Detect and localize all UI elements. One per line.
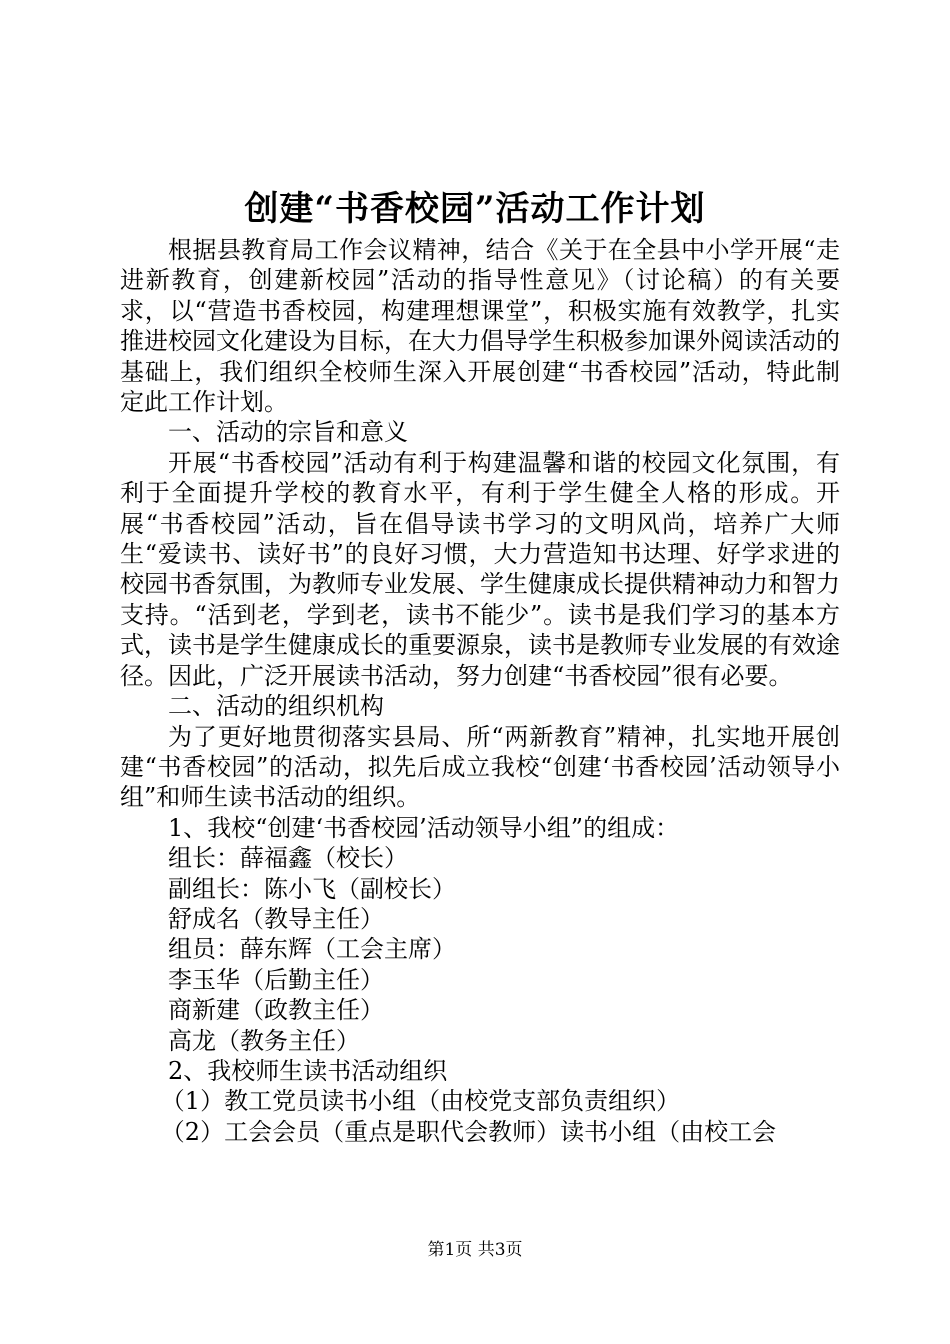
reading-organization-heading: 2、我校师生读书活动组织 <box>168 1056 448 1085</box>
member-line: 李玉华（后勤主任） <box>168 965 384 994</box>
purpose-paragraph: 开展“书香校园”活动有利于构建温馨和谐的校园文化氛围，有利于全面提升学校的教育水平，有利于学生健全人格的形成。开展“书香校园”活动，旨在倡导读书学习的文明风尚，培养广大师生“爱读书、读好书”的良好习惯，大力营造知书达理、好学求进的校园书香氛围，为教师专业发展、学生健康成长提供精神动力和智力支持。“活到老，学到老，读书不能少”。读书是我们学习的基本方式，读书是学生健康成长的重要源泉，读书是教师专业发展的有效途径。因此，广泛开展读书活动，努力创建“书香校园”很有必要。 <box>120 448 840 690</box>
reading-group-line: （2）工会会员（重点是职代会教师）读书小组（由校工会 <box>160 1117 777 1146</box>
member-line: 副组长：陈小飞（副校长） <box>168 874 456 903</box>
member-line: 组员：薛东辉（工会主席） <box>168 935 456 964</box>
leadership-group-heading: 1、我校“创建‘书香校园’活动领导小组”的组成： <box>168 813 680 842</box>
document-body <box>120 235 840 1147</box>
member-line: 高龙（教务主任） <box>168 1026 360 1055</box>
document-title: 创建“书香校园”活动工作计划 <box>244 189 706 229</box>
intro-paragraph: 根据县教育局工作会议精神，结合《关于在全县中小学开展“走进新教育，创建新校园”活动的指导性意见》（讨论稿）的有关要求，以“营造书香校园，构建理想课堂”，积极实施有效教学，扎实推进校园文化建设为目标，在大力倡导学生积极参加课外阅读活动的基础上，我们组织全校师生深入开展创建“书香校园”活动，特此制定此工作计划。 <box>120 236 840 417</box>
section-heading-purpose: 一、活动的宗旨和意义 <box>168 418 408 447</box>
organization-paragraph: 为了更好地贯彻落实县局、所“两新教育”精神，扎实地开展创建“书香校园”的活动，拟先后成立我校“创建‘书香校园’活动领导小组”和师生读书活动的组织。 <box>120 722 840 812</box>
page-number-footer: 第1页 共3页 <box>427 1240 523 1260</box>
member-line: 舒成名（教导主任） <box>168 904 384 933</box>
section-heading-organization: 二、活动的组织机构 <box>168 692 384 721</box>
reading-group-line: （1）教工党员读书小组（由校党支部负责组织） <box>160 1087 681 1116</box>
member-line: 组长：薛福鑫（校长） <box>168 844 408 873</box>
member-line: 商新建（政教主任） <box>168 996 384 1025</box>
